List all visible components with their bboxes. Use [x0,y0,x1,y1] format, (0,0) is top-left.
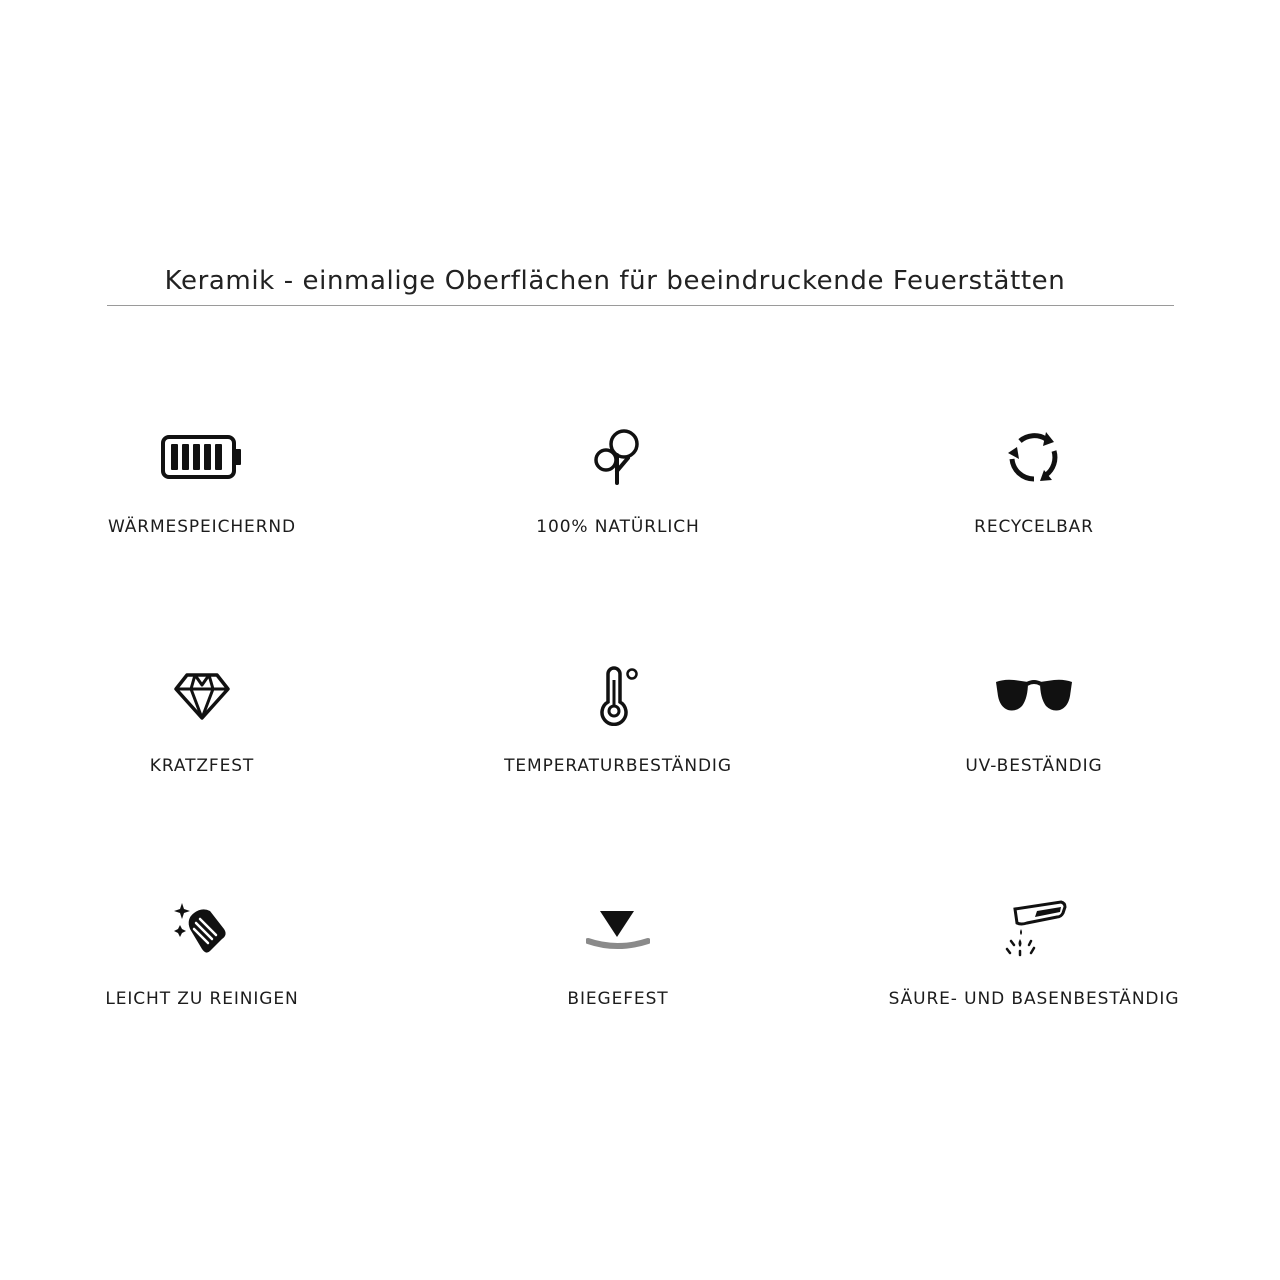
feature-label: BIEGEFEST [567,989,669,1009]
feature-label: RECYCELBAR [974,517,1094,537]
cleaning-hand-icon [22,899,382,959]
test-tube-icon [854,899,1214,959]
bending-icon [438,899,798,959]
feature-label: KRATZFEST [149,756,255,776]
feature-label: LEICHT ZU REINIGEN [105,989,299,1009]
battery-icon [22,427,382,487]
feature-label: WÄRMESPEICHERND [107,517,297,537]
heading-divider [107,305,1174,306]
feature-label: 100% NATÜRLICH [536,517,700,537]
feature-label: TEMPERATURBESTÄNDIG [504,756,732,776]
diamond-icon [22,666,382,726]
feature-label: SÄURE- UND BASENBESTÄNDIG [888,989,1180,1009]
recycle-icon [854,427,1214,487]
thermometer-icon [438,666,798,726]
feature-label: UV-BESTÄNDIG [965,756,1103,776]
sunglasses-icon [854,666,1214,726]
tree-icon [438,427,798,487]
page-heading: Keramik - einmalige Oberflächen für beeindruckende Feuerstätten [164,266,1066,296]
